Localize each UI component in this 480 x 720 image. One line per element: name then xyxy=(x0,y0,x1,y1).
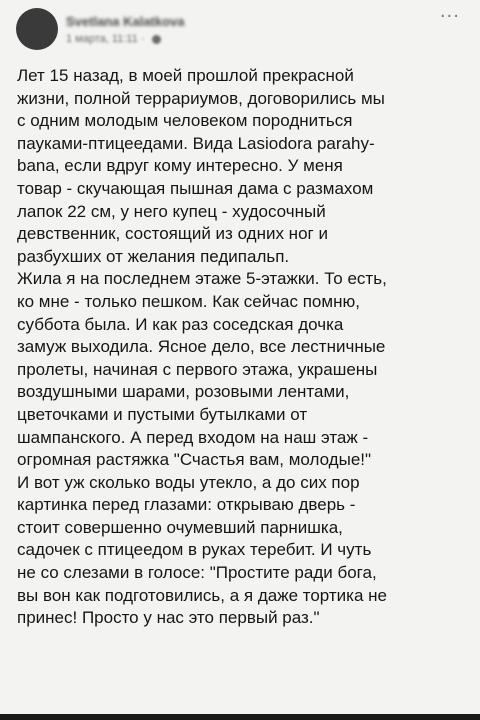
post-text-line: стоит совершенно очумевший парнишка, xyxy=(17,517,343,537)
avatar[interactable] xyxy=(16,8,58,50)
post-text-line: садочек с птицеедом в руках теребит. И чуть xyxy=(17,540,372,560)
post-text-line: вы вон как подготовились, а я даже тортика не xyxy=(17,585,387,605)
post-text-line: товар - скучающая пышная дама с размахом xyxy=(17,178,374,198)
post-header xyxy=(0,0,480,60)
post-text-line: пауками-птицеедами. Вида Lasiodora parahy- xyxy=(17,133,375,153)
post-text-line: огромная растяжка "Счастья вам, молодые!" xyxy=(17,450,372,470)
more-options-button[interactable]: ··· xyxy=(439,6,460,27)
post-meta xyxy=(66,33,161,45)
post-text-line: шампанского. А перед входом на наш этаж - xyxy=(17,427,369,447)
globe-icon xyxy=(152,35,161,44)
post-timestamp[interactable]: 1 марта, 11:11 · xyxy=(66,33,145,45)
post-text-line: замуж выходила. Ясное дело, все лестничные xyxy=(17,337,386,357)
post-text-line: Жила я на последнем этаже 5-этажки. То есть, xyxy=(17,269,387,289)
post-text-line: Лет 15 назад, в моей прошлой прекрасной xyxy=(17,66,354,85)
post-body xyxy=(17,65,473,630)
post-text-line: пролеты, начиная с первого этажа, украшены xyxy=(17,359,378,379)
post-text-line: жизни, полной террариумов, договорились мы xyxy=(17,88,385,108)
post-text-line: принес! Просто у нас это первый раз." xyxy=(17,608,320,628)
post-text-line: суббота была. И как раз соседская дочка xyxy=(17,314,344,334)
post-text-line: девственник, состоящий из одних ног и xyxy=(17,224,328,244)
post-text-line: разбухших от желания педипальп. xyxy=(17,246,290,266)
post-text-line: bana, если вдруг кому интересно. У меня xyxy=(17,156,343,176)
post-text-line: воздушными шарами, розовыми лентами, xyxy=(17,382,350,402)
post-text-line: И вот уж сколько воды утекло, а до сих пор xyxy=(17,472,360,492)
post-text-line: цветочками и пустыми бутылками от xyxy=(17,404,308,424)
post-text-line: ко мне - только пешком. Как сейчас помню, xyxy=(17,291,360,311)
post-text-line: лапок 22 см, у него купец - худосочный xyxy=(17,201,326,221)
author-name[interactable]: Svetlana Kalatkova xyxy=(66,14,185,29)
bottom-divider xyxy=(0,714,480,720)
post-text-line: картинка перед глазами: открываю дверь - xyxy=(17,495,356,515)
post-text-line: не со слезами в голосе: "Простите ради бога, xyxy=(17,563,377,583)
post-text-line: с одним молодым человеком породниться xyxy=(17,111,353,131)
